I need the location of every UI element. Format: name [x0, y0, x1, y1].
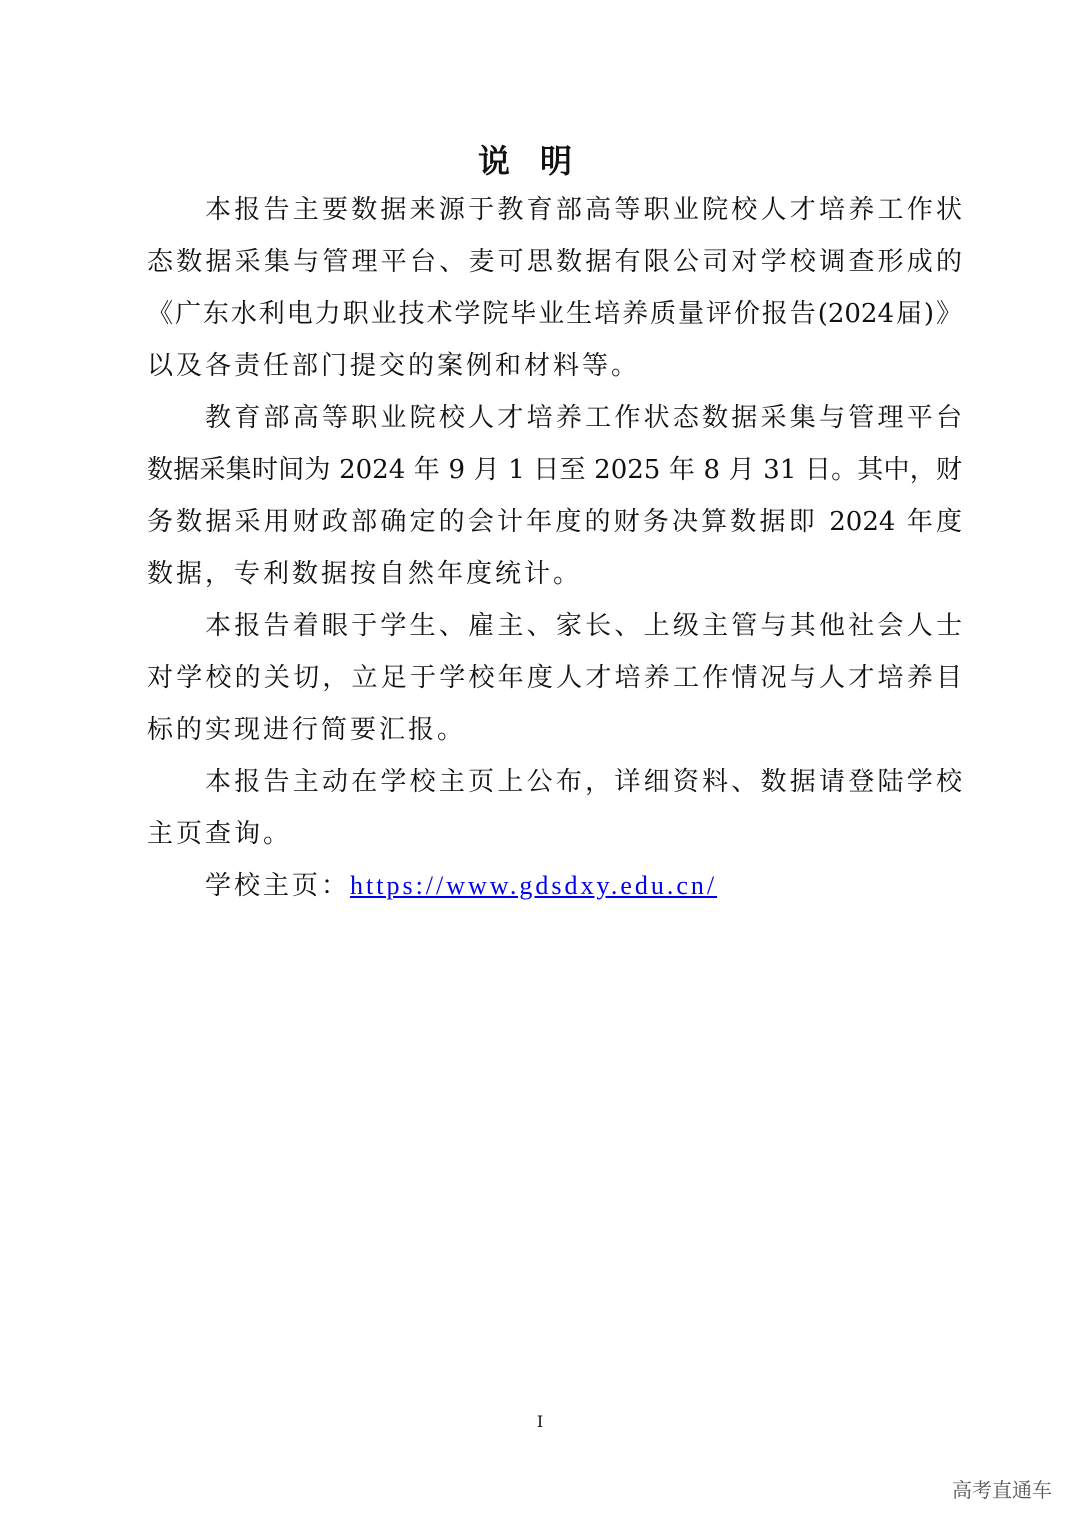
text-line: 数据，专利数据按自然年度统计。 — [147, 559, 583, 589]
page-title: 说明 — [477, 142, 602, 180]
text-line: 《广东水利电力职业技术学院毕业生培养质量评价报告(2024届)》 — [147, 299, 962, 329]
text-line: 本报告着眼于学生、雇主、家长、上级主管与其他社会人士 — [205, 611, 962, 641]
text-line: 本报告主动在学校主页上公布，详细资料、数据请登陆学校 — [205, 767, 962, 797]
page-number: I — [536, 1412, 544, 1431]
text-line: 对学校的关切，立足于学校年度人才培养工作情况与人才培养目 — [147, 663, 962, 693]
paragraph-2 — [147, 398, 962, 606]
document-body — [147, 190, 962, 918]
watermark: 高考直通车 — [952, 1478, 1052, 1502]
text-line: 务数据采用财政部确定的会计年度的财务决算数据即 2024 年度 — [147, 507, 962, 537]
homepage-link[interactable]: https://www.gdsdxy.edu.cn/ — [350, 871, 718, 900]
paragraph-3 — [147, 606, 962, 762]
text-line: 本报告主要数据来源于教育部高等职业院校人才培养工作状 — [205, 195, 962, 225]
text-line: 数据采集时间为 2024 年 9 月 1 日至 2025 年 8 月 31 日。其中，财 — [147, 455, 962, 485]
text-line: 以及各责任部门提交的案例和材料等。 — [147, 351, 641, 381]
paragraph-1 — [147, 190, 962, 398]
homepage-line — [147, 866, 962, 918]
text-line: 主页查询。 — [147, 819, 293, 849]
paragraph-4 — [147, 762, 962, 866]
text-line: 态数据采集与管理平台、麦可思数据有限公司对学校调查形成的 — [147, 247, 962, 277]
text-line: 标的实现进行简要汇报。 — [147, 715, 467, 745]
text-line: 教育部高等职业院校人才培养工作状态数据采集与管理平台 — [205, 403, 962, 433]
homepage-label: 学校主页： — [205, 871, 351, 901]
